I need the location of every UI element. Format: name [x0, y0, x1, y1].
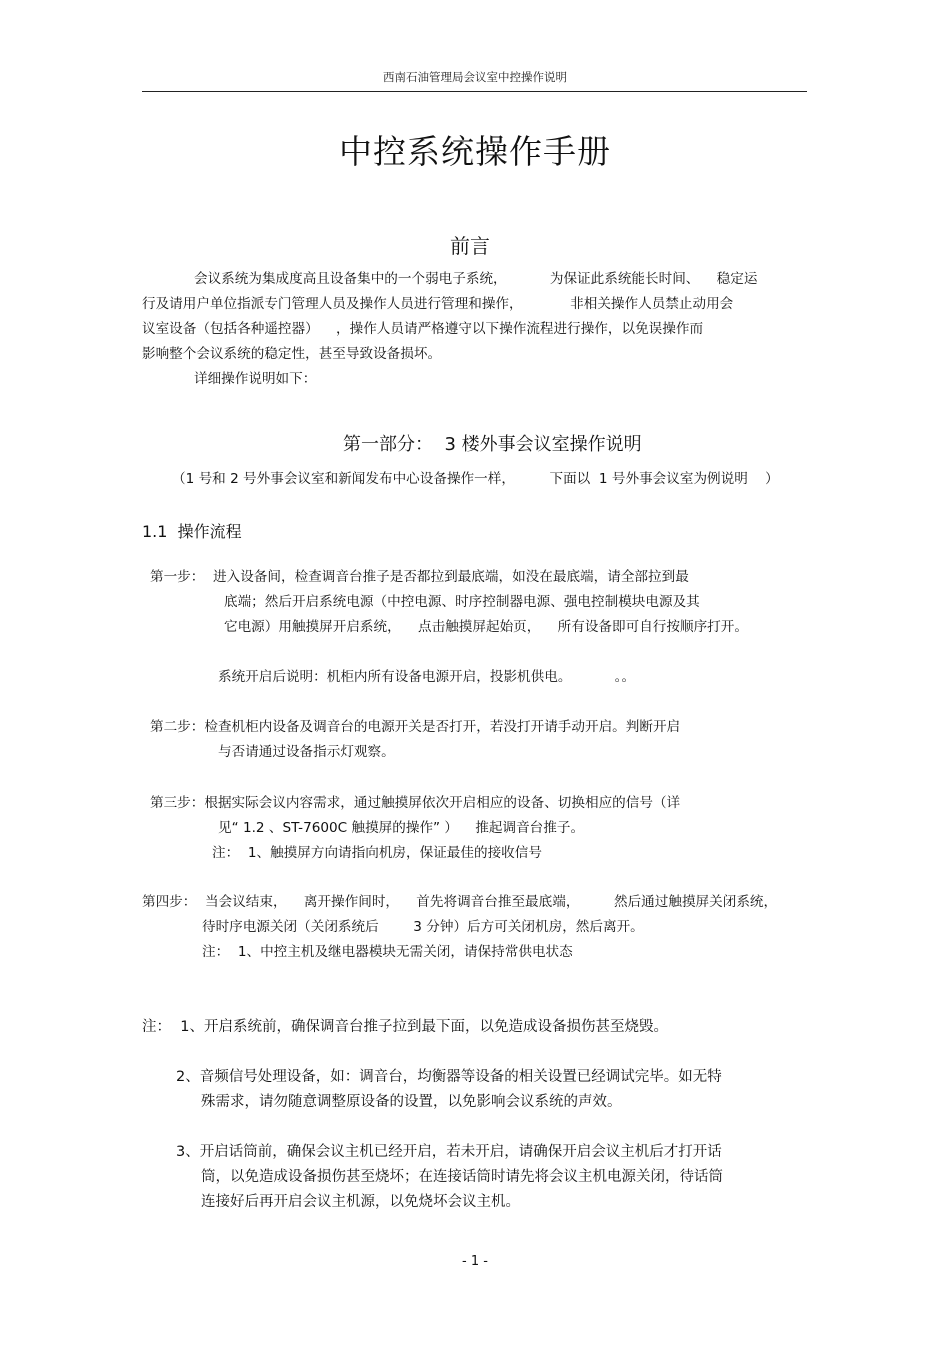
running-header: 西南石油管理局会议室中控操作说明 — [383, 70, 567, 84]
step1-note: 系统开启后说明：机柜内所有设备电源开启，投影机供电。 。。 — [218, 669, 636, 685]
step2-line-1: 第二步：检查机柜内设备及调音台的电源开关是否打开，若没打开请手动开启。判断开启 — [150, 719, 681, 735]
step1-line-1: 第一步： 进入设备间，检查调音台推子是否都拉到最底端，如没在最底端，请全部拉到最 — [150, 569, 689, 585]
header-rule — [142, 91, 807, 92]
note-3-line-3: 连接好后再开启会议主机源，以免烧坏会议主机。 — [201, 1194, 520, 1210]
preface-line-1: 会议系统为集成度高且设备集中的一个弱电子系统， 为保证此系统能长时间、 稳定运 — [194, 271, 758, 287]
step4-note: 注： 1、中控主机及继电器模块无需关闭，请保持常供电状态 — [202, 944, 573, 960]
preface-line-4: 影响整个会议系统的稳定性，甚至导致设备损坏。 — [142, 346, 442, 362]
step1-line-3: 它电源）用触摸屏开启系统， 点击触摸屏起始页， 所有设备即可自行按顺序打开。 — [224, 619, 748, 635]
preface-line-3: 议室设备（包括各种遥控器） ，操作人员请严格遵守以下操作流程进行操作，以免误操作而 — [142, 321, 704, 337]
step4-line-2: 待时序电源关闭（关闭系统后 3 分钟）后方可关闭机房，然后离开。 — [202, 919, 644, 935]
document-title: 中控系统操作手册 — [339, 132, 611, 171]
part1-subtitle: （1 号和 2 号外事会议室和新闻发布中心设备操作一样， 下面以 1 号外事会议室为例说明 ） — [172, 471, 779, 487]
note-3-line-2: 筒，以免造成设备损伤甚至烧坏；在连接话筒时请先将会议主机电源关闭，待话筒 — [201, 1169, 723, 1185]
step2-line-2: 与否请通过设备指示灯观察。 — [218, 744, 395, 760]
step1-line-2: 底端；然后开启系统电源（中控电源、时序控制器电源、强电控制模块电源及其 — [224, 594, 700, 610]
step3-note: 注： 1、触摸屏方向请指向机房，保证最佳的接收信号 — [212, 845, 542, 861]
part1-heading: 第一部分： 3 楼外事会议室操作说明 — [343, 434, 642, 455]
preface-detail: 详细操作说明如下： — [194, 371, 317, 387]
note-3-line-1: 3、开启话筒前，确保会议主机已经开启，若未开启，请确保开启会议主机后才打开话 — [176, 1144, 722, 1160]
preface-line-2: 行及请用户单位指派专门管理人员及操作人员进行管理和操作， 非相关操作人员禁止动用会 — [142, 296, 734, 312]
step4-line-1: 第四步： 当会议结束， 离开操作间时， 首先将调音台推至最底端， 然后通过触摸屏关闭系统， — [142, 894, 778, 910]
preface-heading: 前言 — [450, 234, 490, 258]
step3-line-1: 第三步：根据实际会议内容需求，通过触摸屏依次开启相应的设备、切换相应的信号（详 — [150, 795, 681, 811]
section-heading: 1.1 操作流程 — [142, 522, 242, 541]
note-2-line-1: 2、音频信号处理设备，如：调音台，均衡器等设备的相关设置已经调试完毕。如无特 — [176, 1069, 722, 1085]
page-number: - 1 - — [462, 1254, 488, 1269]
step3-line-2: 见“ 1.2 、ST-7600C 触摸屏的操作” ） 推起调音台推子。 — [218, 820, 585, 836]
note-2-line-2: 殊需求，请勿随意调整原设备的设置，以免影响会议系统的声效。 — [201, 1094, 622, 1110]
note-1: 注： 1、开启系统前，确保调音台推子拉到最下面，以免造成设备损伤甚至烧毁。 — [142, 1019, 668, 1035]
